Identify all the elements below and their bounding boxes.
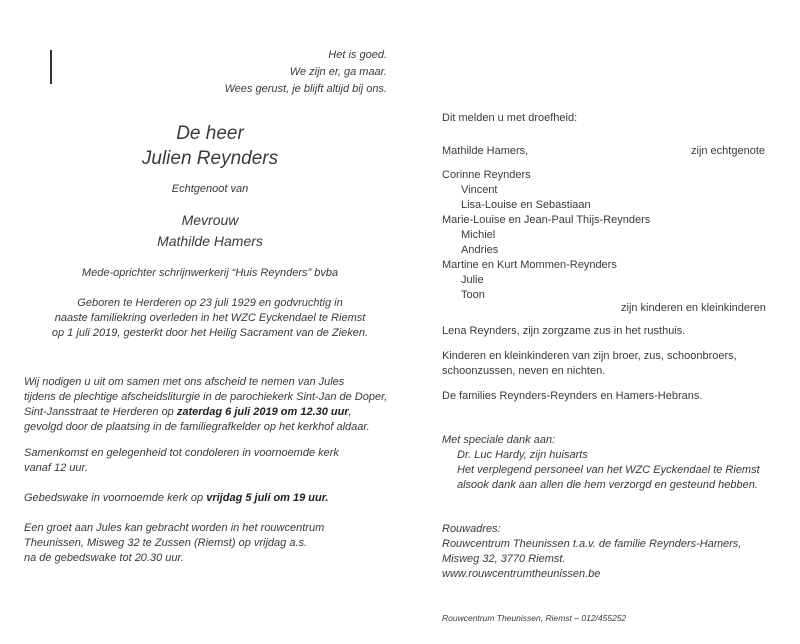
spouse-intro: Echtgenoot van	[171, 183, 249, 195]
address-line: Rouwcentrum Theunissen t.a.v. de familie Reynders-Hamers,	[442, 538, 742, 550]
born-line: naaste familiekring overleden in het WZC Eyckendael te Riemst	[54, 312, 366, 324]
gathering-text	[24, 446, 339, 476]
greeting-line: na de gebedswake tot 20.30 uur.	[24, 552, 184, 564]
funeral-line: gevolgd door de plaatsing in de familiegrafkelder op het kerkhof aldaar.	[24, 421, 370, 433]
funeral-date: zaterdag 6 juli 2019 om 12.30 uur	[176, 406, 349, 418]
cofounder-text: Mede-oprichter schrijnwerkerij “Huis Reynders” bvba	[81, 267, 339, 279]
funeral-line: tijdens de plechtige afscheidsliturgie in de parochiekerk Sint-Jan de Doper,	[24, 391, 388, 403]
funeral-line: Wij nodigen u uit om samen met ons afscheid te nemen van Jules	[24, 376, 345, 388]
address-line: Misweg 32, 3770 Riemst.	[442, 553, 566, 565]
funeral-line: Sint-Jansstraat te Herderen op zaterdag 6 juli 2019 om 12.30 uur,	[24, 406, 352, 418]
grandchild-name: Lisa-Louise en Sebastiaan	[461, 199, 591, 211]
child-name: Martine en Kurt Mommen-Reynders	[442, 259, 617, 271]
sister-text: Lena Reynders, zijn zorgzame zus in het rusthuis.	[442, 325, 686, 337]
spouse-name-line: Mathilde Hamers,	[442, 145, 529, 157]
born-text	[40, 296, 380, 341]
spouse-title: Mevrouw	[181, 212, 239, 228]
thanks-line: alsook dank aan allen die hem verzorgd en gesteund hebben.	[457, 479, 758, 491]
children-role: zijn kinderen en kleinkinderen	[621, 302, 766, 314]
announce-text: Dit melden u met droefheid:	[442, 112, 578, 124]
poem	[200, 47, 387, 98]
relatives-line: schoonzussen, neven en nichten.	[442, 365, 606, 377]
relatives-line: Kinderen en kleinkinderen van zijn broer, zus, schoonbroers,	[442, 350, 737, 362]
greeting-line: Een groet aan Jules kan gebracht worden in het rouwcentrum	[24, 522, 325, 534]
spouse-role: zijn echtgenote	[691, 145, 765, 157]
footer-text: Rouwcentrum Theunissen, Riemst – 012/455252	[442, 613, 627, 623]
gathering-line: Samenkomst en gelegenheid tot condoleren in voornoemde kerk	[24, 447, 339, 459]
thanks-line: Dr. Luc Hardy, zijn huisarts	[457, 449, 588, 461]
thanks-block	[442, 433, 760, 493]
spouse-name: Mathilde Hamers	[157, 233, 263, 249]
families-text: De families Reynders-Reynders en Hamers-Hebrans.	[442, 390, 703, 402]
born-line: Geboren te Herderen op 23 juli 1929 en godvruchtig in	[77, 297, 343, 309]
greeting-text	[24, 521, 324, 566]
born-line: op 1 juli 2019, gesterkt door het Heilig Sacrament van de Zieken.	[51, 327, 369, 339]
poem-line: We zijn er, ga maar.	[289, 66, 387, 78]
poem-line: Wees gerust, je blijft altijd bij ons.	[224, 83, 387, 95]
address-label: Rouwadres:	[442, 523, 501, 535]
gathering-line: vanaf 12 uur.	[24, 462, 88, 474]
address-link: www.rouwcentrumtheunissen.be	[442, 568, 601, 580]
grandchild-name: Julie	[461, 274, 484, 286]
family-list	[442, 168, 650, 303]
relatives-text	[442, 349, 737, 379]
child-name: Marie-Louise en Jean-Paul Thijs-Reynders	[442, 214, 651, 226]
deceased-name: Julien Reynders	[141, 148, 279, 169]
wake-date: vrijdag 5 juli om 19 uur.	[206, 492, 329, 504]
decorative-bar	[50, 50, 52, 84]
grandchild-name: Andries	[461, 244, 499, 256]
grandchild-name: Michiel	[461, 229, 496, 241]
grandchild-name: Vincent	[461, 184, 498, 196]
thanks-line: Het verplegend personeel van het WZC Eyckendael te Riemst	[457, 464, 760, 476]
thanks-intro: Met speciale dank aan:	[442, 434, 556, 446]
address-block	[442, 522, 741, 582]
name-title: De heer	[176, 123, 244, 144]
child-name: Corinne Reynders	[442, 169, 531, 181]
poem-line: Het is goed.	[328, 49, 387, 61]
wake-text: Gebedswake in voornoemde kerk op vrijdag 5 juli om 19 uur.	[24, 492, 329, 504]
grandchild-name: Toon	[461, 289, 485, 301]
funeral-text	[24, 375, 387, 435]
greeting-line: Theunissen, Misweg 32 te Zussen (Riemst) op vrijdag a.s.	[24, 537, 308, 549]
